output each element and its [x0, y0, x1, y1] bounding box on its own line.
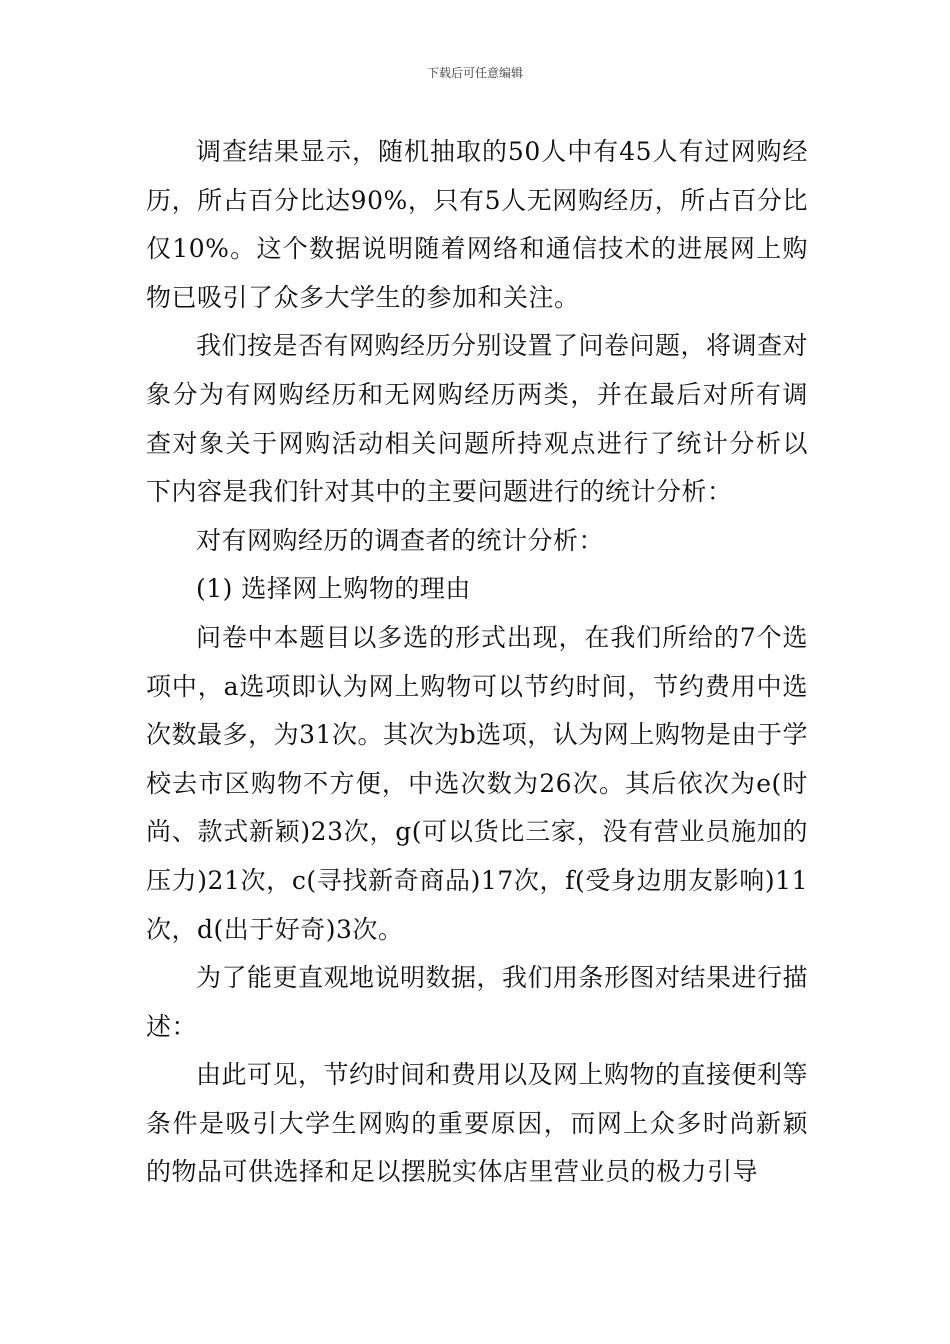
paragraph-chart-intro: 为了能更直观地说明数据，我们用条形图对结果进行描述： — [146, 963, 809, 1041]
paragraph-subheading-reasons: (1) 选择网上购物的理由 — [196, 574, 471, 604]
page-header: 下载后可任意编辑 — [426, 66, 523, 80]
paragraph-survey-result: 调查结果显示，随机抽取的50人中有45人有过网购经历，所占百分比达90%，只有5人无网购经历，所占百分比仅10%。这个数据说明随着网络和通信技术的进展网上购物已吸引了众多大学生的参加和关注。 — [146, 137, 808, 312]
paragraph-survey-method: 我们按是否有网购经历分别设置了问卷问题，将调查对象分为有网购经历和无网购经历两类，并在最后对所有调查对象关于网购活动相关问题所持观点进行了统计分析以下内容是我们针对其中的主要问题进行的统计分析： — [146, 331, 809, 507]
paragraph-reasons-detail: 问卷中本题目以多选的形式出现，在我们所给的7个选项中，a选项即认为网上购物可以节约时间，节约费用中选次数最多，为31次。其次为b选项，认为网上购物是由于学校去市区购物不方便，中选次数为26次。其后依次为e(时尚、款式新颖)23次，g(可以货比三家，没有营业员施加的压力)21次，c(寻找新奇商品)17次，f(受身边朋友影响)11次，d(出于好奇)3次。 — [146, 622, 808, 944]
paragraph-conclusion: 由此可见，节约时间和费用以及网上购物的直接便利等条件是吸引大学生网购的重要原因，而网上众多时尚新颖的物品可供选择和足以摆脱实体店里营业员的极力引导 — [146, 1060, 809, 1187]
paragraph-section-heading: 对有网购经历的调查者的统计分析： — [196, 525, 605, 555]
document-body — [146, 128, 808, 1197]
